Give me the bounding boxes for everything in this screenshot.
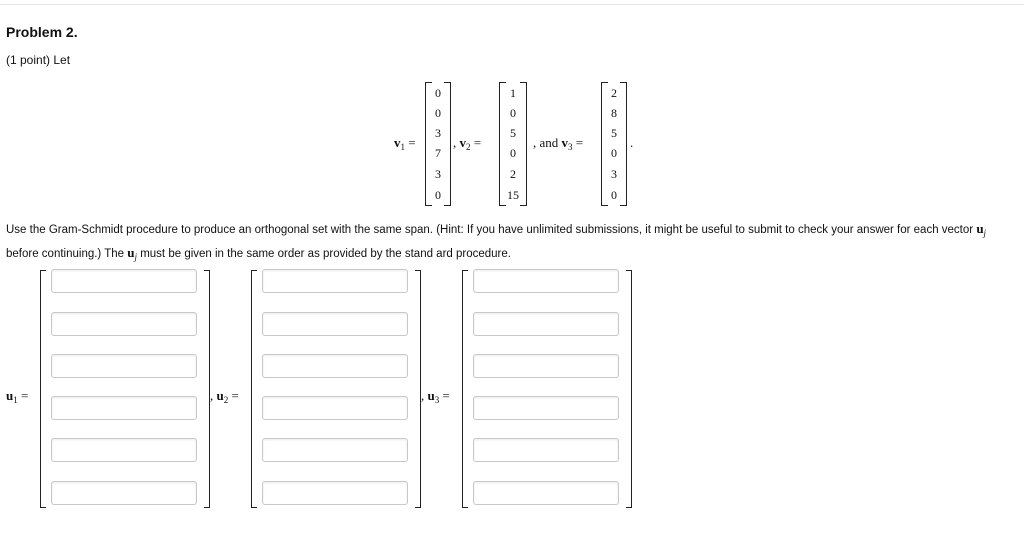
- vector-v2-entry: 0: [510, 146, 516, 160]
- vector-v3-entry: 5: [611, 126, 617, 140]
- answer-u3-matrix: [462, 270, 632, 508]
- instructions: Use the Gram-Schmidt procedure to produce an orthogonal set with the same span. (Hint: If you have unlimited submissions, it might be useful to submit to check your answer for each vector $u_j$ before continuing.) The $u_j$ must be given in the same order as provided by the stand ard procedure.: [6, 221, 987, 262]
- vector-v1-entry: 3: [435, 167, 441, 181]
- u3-entry-input[interactable]: [473, 312, 619, 336]
- vector-v3-entry: 2: [611, 86, 617, 100]
- vector-v1-entry: 0: [435, 106, 441, 120]
- vector-v1-entry: 7: [435, 146, 441, 160]
- vector-v2-entry: 5: [510, 126, 516, 140]
- vector-v2-entry: 15: [507, 188, 519, 202]
- u1-label: $u_1$ =: [6, 388, 29, 405]
- u1-entry-input[interactable]: [51, 312, 197, 336]
- v3-label: , and $v_3$ =: [533, 135, 584, 152]
- u2-label: , $u_2$ =: [210, 388, 239, 405]
- problem-title: Problem 2.: [6, 24, 78, 40]
- problem-points: (1 point) Let: [6, 53, 71, 67]
- u2-entry-input[interactable]: [262, 312, 408, 336]
- u2-entry-input[interactable]: [262, 396, 408, 420]
- u3-entry-input[interactable]: [473, 396, 619, 420]
- u1-entry-input[interactable]: [51, 481, 197, 505]
- v2-label: , $v_2$ =: [453, 135, 482, 152]
- u2-entry-input[interactable]: [262, 354, 408, 378]
- vector-v1-entry: 3: [435, 126, 441, 140]
- vector-v1-entry: 0: [435, 188, 441, 202]
- vectors-period: .: [630, 135, 634, 150]
- vector-v3-entry: 0: [611, 146, 617, 160]
- v1-label: $v_1$ =: [394, 135, 416, 152]
- vector-v2: [499, 82, 527, 206]
- vector-v3-entry: 8: [611, 106, 617, 120]
- vector-v2-entry: 1: [510, 86, 516, 100]
- answer-u2-matrix: [251, 270, 421, 508]
- top-divider: [0, 4, 1024, 5]
- vector-v3: [601, 82, 627, 206]
- u3-entry-input[interactable]: [473, 269, 619, 293]
- u2-entry-input[interactable]: [262, 269, 408, 293]
- u1-entry-input[interactable]: [51, 269, 197, 293]
- u3-entry-input[interactable]: [473, 481, 619, 505]
- u3-entry-input[interactable]: [473, 438, 619, 462]
- vector-v1-entry: 0: [435, 86, 441, 100]
- u2-entry-input[interactable]: [262, 481, 408, 505]
- u1-entry-input[interactable]: [51, 438, 197, 462]
- vector-v2-entry: 2: [510, 167, 516, 181]
- vector-v2-entry: 0: [510, 106, 516, 120]
- u3-entry-input[interactable]: [473, 354, 619, 378]
- vector-v3-entry: 3: [611, 167, 617, 181]
- u3-label: , $u_3$ =: [421, 388, 450, 405]
- vector-v1: [425, 82, 451, 206]
- u2-entry-input[interactable]: [262, 438, 408, 462]
- u1-entry-input[interactable]: [51, 354, 197, 378]
- u1-entry-input[interactable]: [51, 396, 197, 420]
- answer-u1-matrix: [40, 270, 210, 508]
- vector-v3-entry: 0: [611, 188, 617, 202]
